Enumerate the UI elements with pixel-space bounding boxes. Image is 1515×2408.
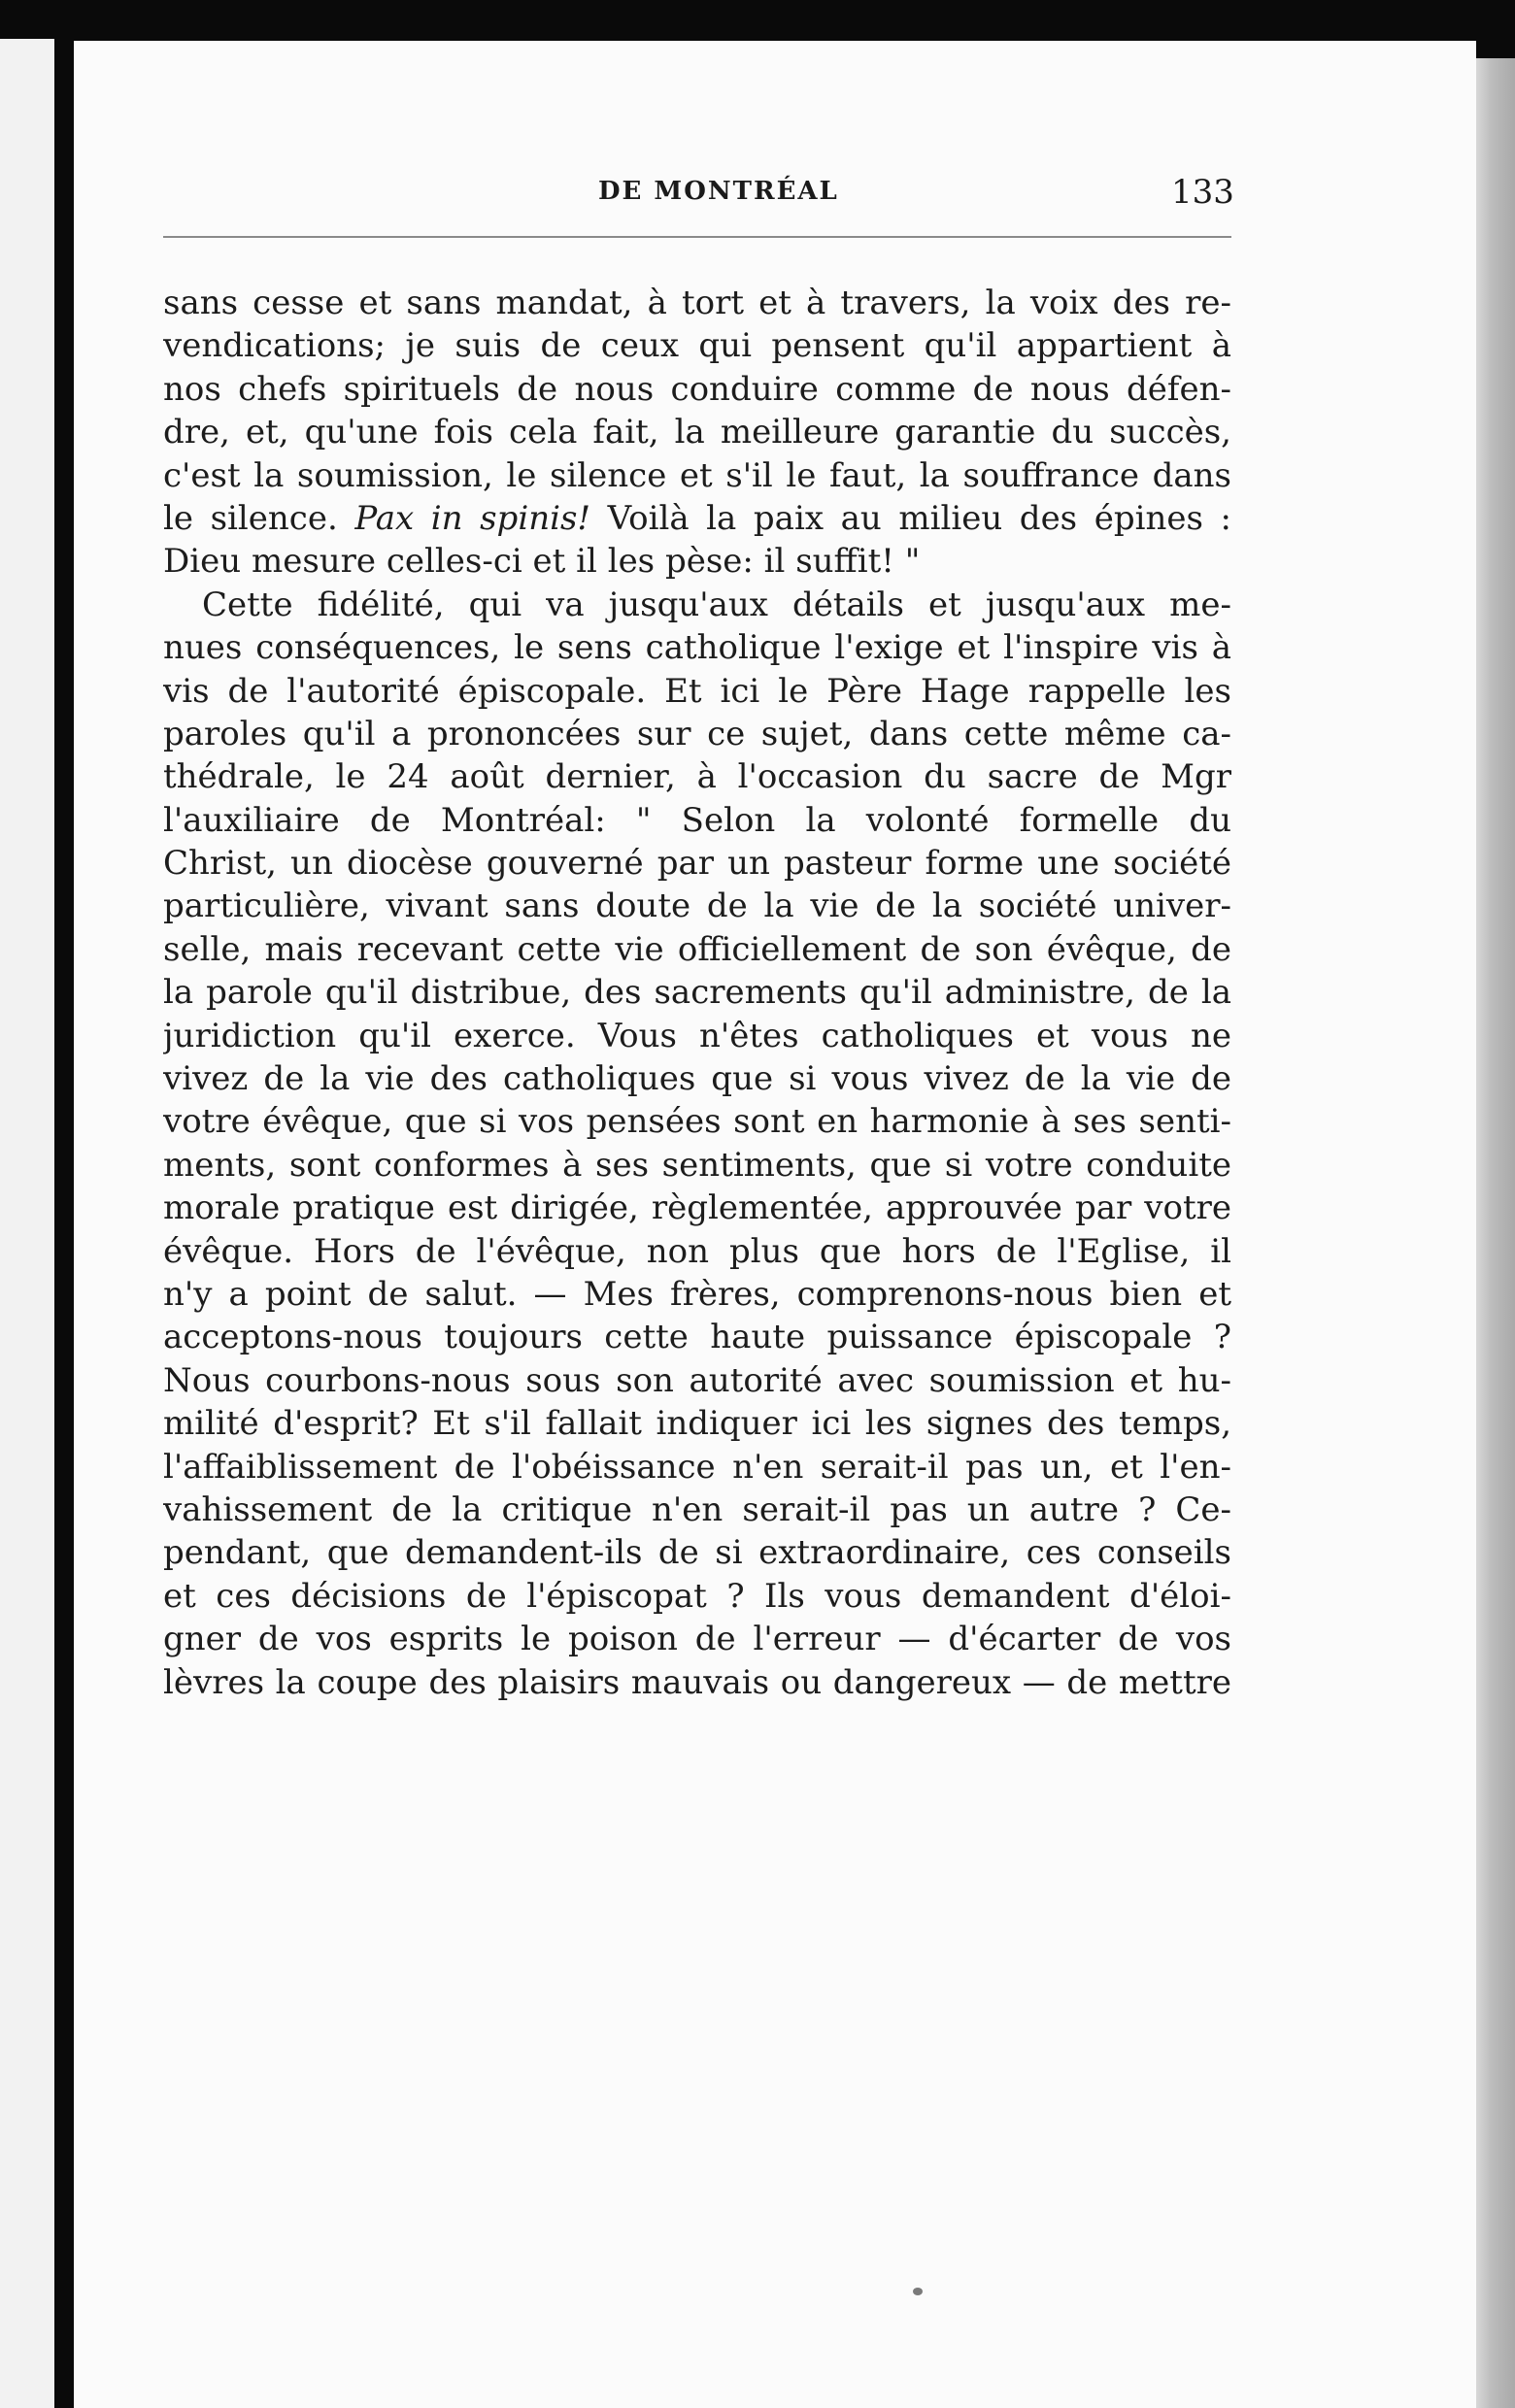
text-line: vis de l'autorité épiscopale. Et ici le Père Hage rappelle les: [163, 671, 1231, 711]
text-line: c'est la soumission, le silence et s'il le faut, la souffrance dans: [163, 455, 1231, 495]
text-line: n'y a point de salut. — Mes frères, comprenons-nous bien et: [163, 1274, 1231, 1314]
text-line: Nous courbons-nous sous son autorité avec soumission et hu-: [163, 1360, 1231, 1400]
text-line: Christ, un diocèse gouverné par un pasteur forme une société: [163, 844, 1231, 884]
text-line: évêque. Hors de l'évêque, non plus que hors de l'Eglise, il: [163, 1231, 1231, 1271]
paper-speck: [913, 2288, 923, 2295]
text-line: thédrale, le 24 août dernier, à l'occasion du sacre de Mgr: [163, 757, 1231, 797]
latin-phrase: Pax in spinis!: [354, 498, 591, 538]
text-line: juridiction qu'il exerce. Vous n'êtes catholiques et vous ne: [163, 1016, 1231, 1055]
header-rule: [163, 236, 1231, 238]
text-line: dre, et, qu'une fois cela fait, la meilleure garantie du succès,: [163, 413, 1231, 452]
running-title: DE MONTRÉAL: [598, 177, 839, 206]
text-line: l'affaiblissement de l'obéissance n'en serait-il pas un, et l'en-: [163, 1447, 1231, 1487]
text-line: ments, sont conformes à ses sentiments, que si votre conduite: [163, 1145, 1231, 1185]
text-line: votre évêque, que si vos pensées sont en harmonie à ses senti-: [163, 1102, 1231, 1142]
text-segment: Voilà la paix au milieu des épines :: [590, 498, 1231, 538]
text-segment: le silence.: [163, 498, 355, 538]
text-line: milité d'esprit? Et s'il fallait indiquer ici les signes des temps,: [163, 1404, 1231, 1444]
text-line: [163, 497, 1231, 540]
text-line: particulière, vivant sans doute de la vie de la société univer-: [163, 886, 1231, 926]
text-line: morale pratique est dirigée, règlementée, approuvée par votre: [163, 1188, 1231, 1228]
page-number: 133: [1171, 173, 1234, 212]
text-line: Dieu mesure celles-ci et il les pèse: il suffit! ": [163, 542, 921, 582]
text-line: lèvres la coupe des plaisirs mauvais ou dangereux — de mettre: [163, 1662, 1231, 1702]
text-line: sans cesse et sans mandat, à tort et à travers, la voix des re-: [163, 284, 1231, 322]
text-line: vendications; je suis de ceux qui pensent qu'il appartient à: [163, 326, 1231, 366]
text-line: acceptons-nous toujours cette haute puissance épiscopale ?: [163, 1318, 1231, 1357]
text-line: pendant, que demandent-ils de si extraordinaire, ces conseils: [163, 1533, 1231, 1573]
book-gutter: [54, 29, 74, 2408]
text-line: nues conséquences, le sens catholique l'exige et l'inspire vis à: [163, 628, 1231, 668]
text-line: nos chefs spirituels de nous conduire comme de nous défen-: [163, 369, 1231, 409]
text-line: selle, mais recevant cette vie officiellement de son évêque, de: [163, 929, 1231, 969]
text-line: gner de vos esprits le poison de l'erreur — d'écarter de vos: [163, 1620, 1231, 1659]
body-text: [163, 282, 1231, 1704]
text-line: l'auxiliaire de Montréal: " Selon la volonté formelle du: [163, 800, 1231, 840]
running-header: [93, 173, 1259, 221]
text-line: la parole qu'il distribue, des sacrements qu'il administre, de la: [163, 973, 1231, 1013]
text-line: paroles qu'il a prononcées sur ce sujet, dans cette même ca-: [163, 714, 1231, 753]
page-stack-edge: [1476, 58, 1515, 2408]
text-line: Cette fidélité, qui va jusqu'aux détails et jusqu'aux me-: [202, 585, 1231, 624]
facing-page-edge: [0, 39, 54, 2408]
text-line: et ces décisions de l'épiscopat ? Ils vous demandent d'éloi-: [163, 1576, 1231, 1616]
text-line: vahissement de la critique n'en serait-il pas un autre ? Ce-: [163, 1489, 1231, 1529]
text-line: vivez de la vie des catholiques que si vous vivez de la vie de: [163, 1059, 1231, 1099]
